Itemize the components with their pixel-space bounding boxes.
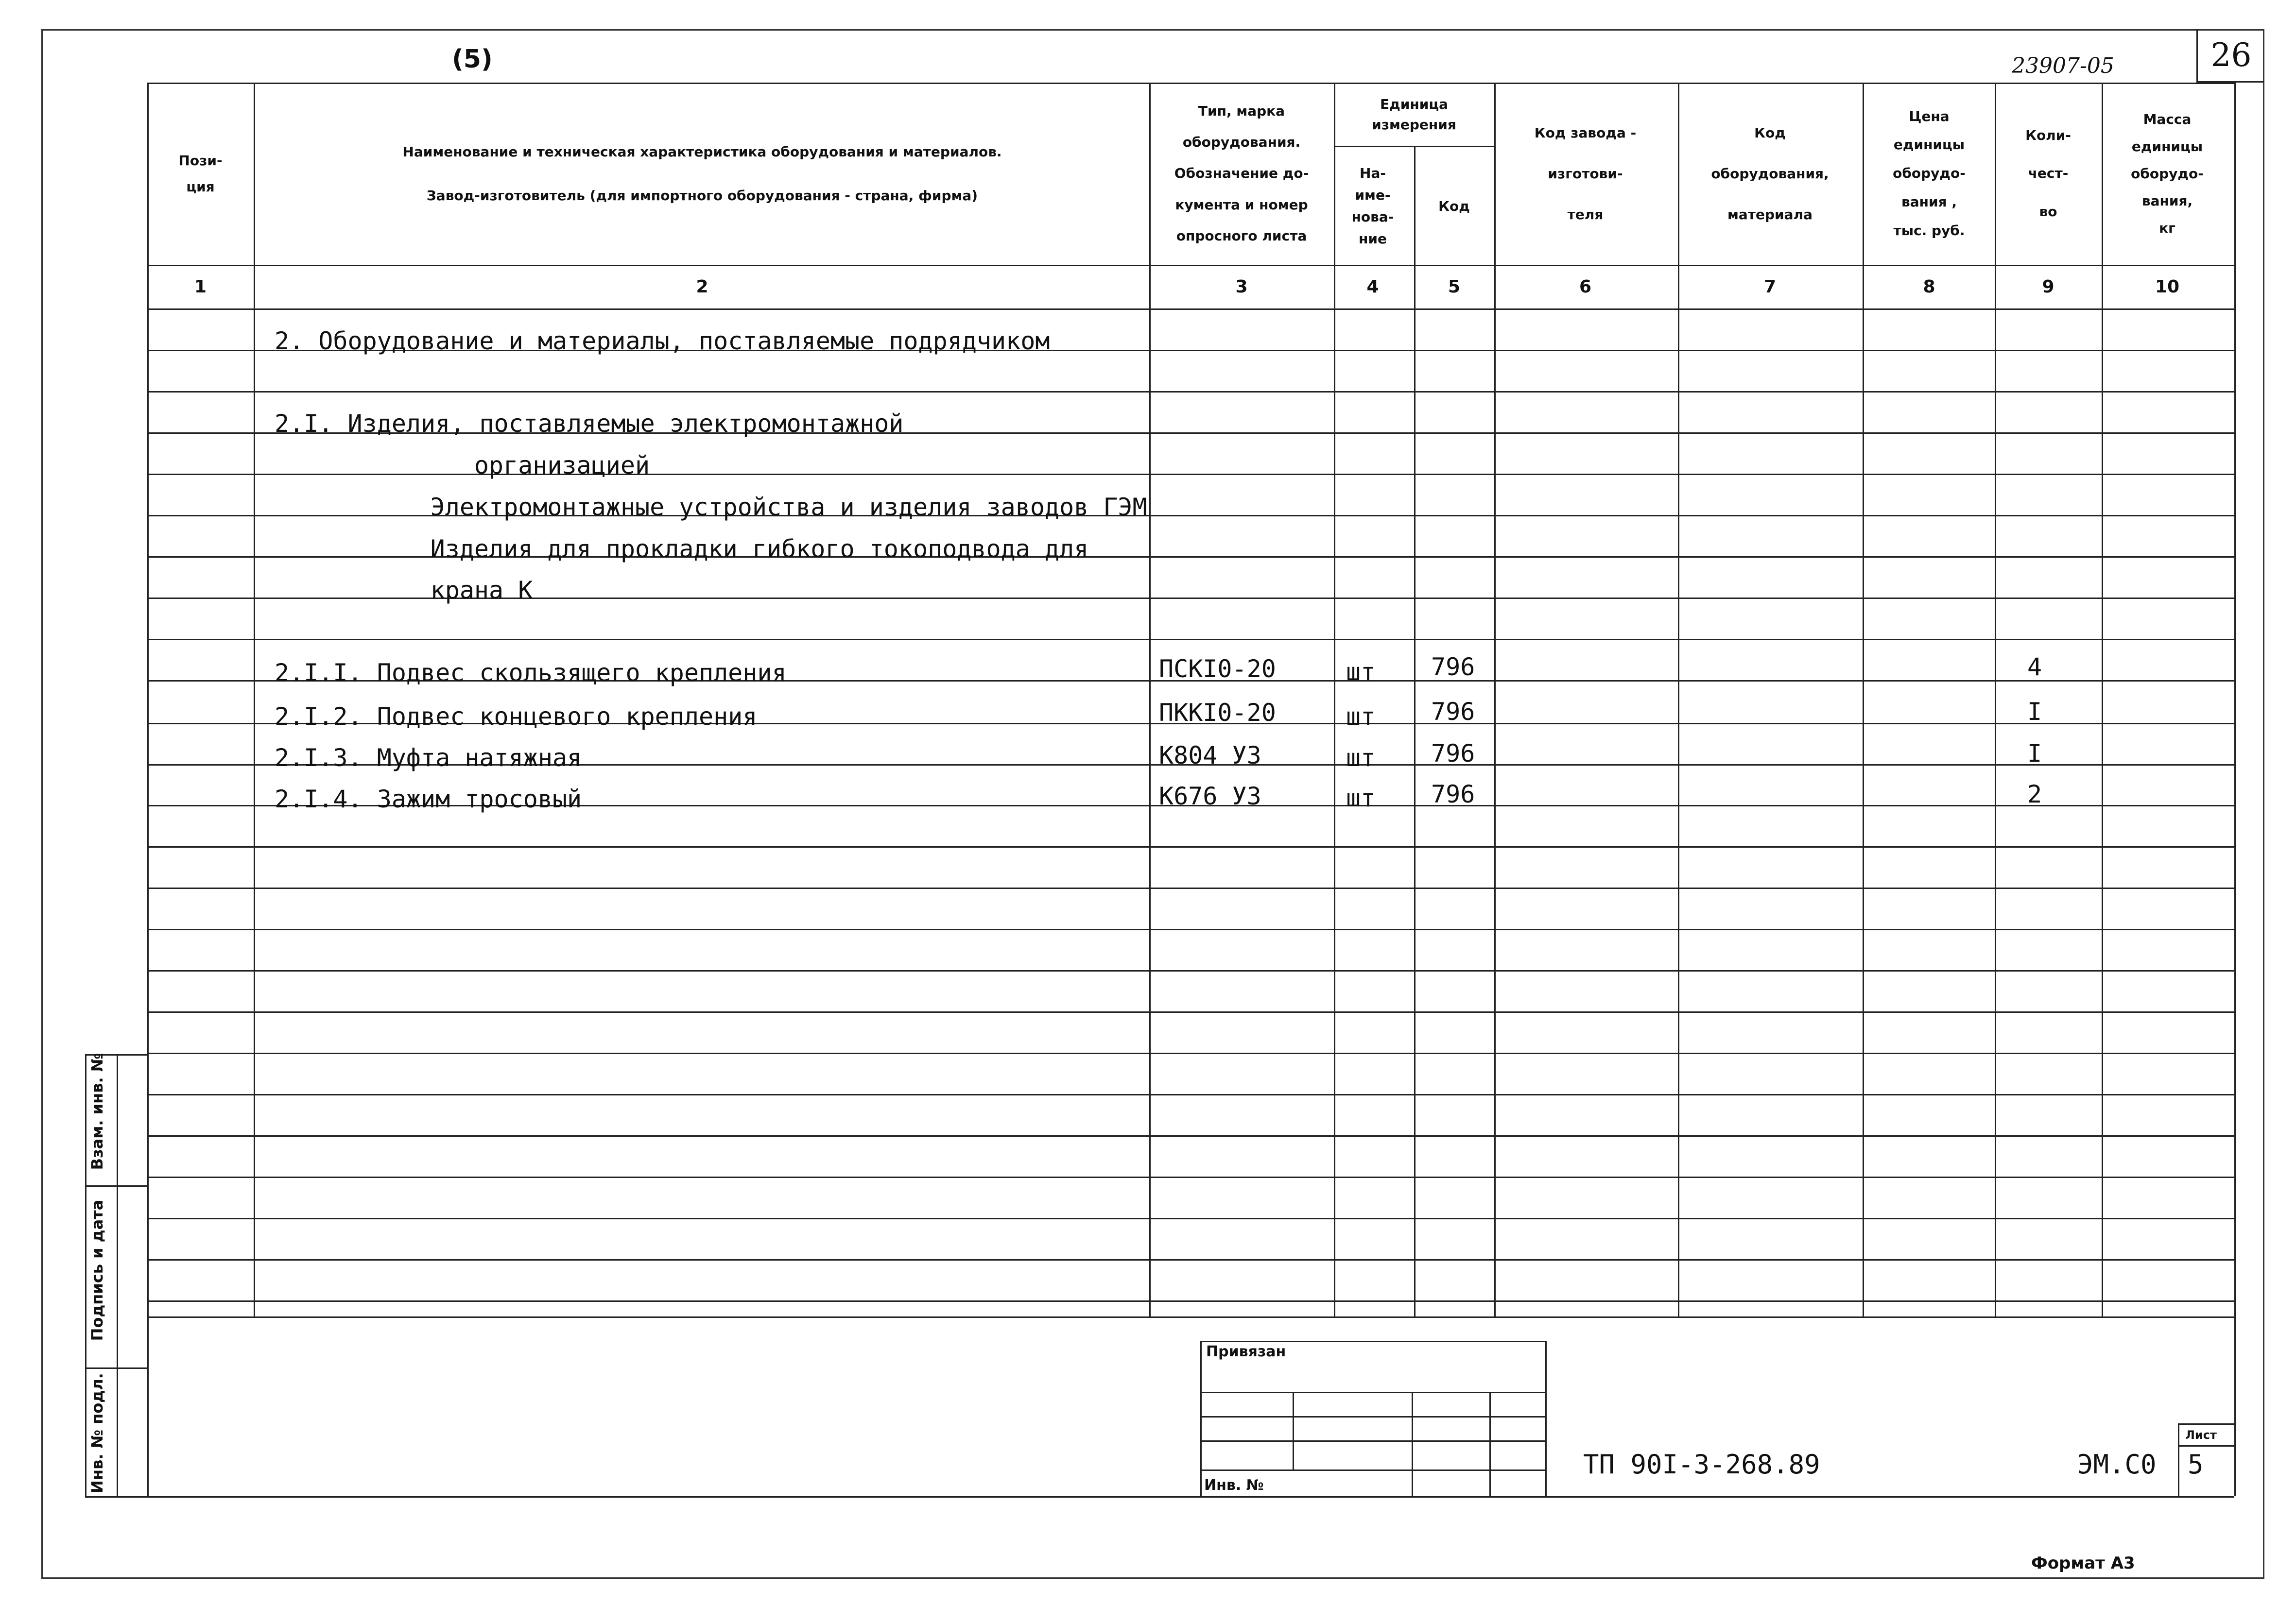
side-stamp-sign-date: Подпись и дата	[88, 1199, 106, 1341]
row-code: 796	[1431, 739, 1475, 768]
table-row-line	[147, 1094, 2234, 1095]
row-unit: шт	[1346, 784, 1376, 812]
table-row-line	[147, 1300, 2234, 1302]
row-name: 2.I.3. Муфта натяжная	[275, 744, 582, 772]
table-row-line	[147, 1218, 2234, 1219]
row-unit: шт	[1346, 658, 1376, 686]
row-code: 796	[1431, 698, 1475, 726]
title-block-line	[1545, 1341, 1547, 1496]
title-block-line	[1200, 1341, 1202, 1496]
row-code: 796	[1431, 780, 1475, 808]
row-type: К676 У3	[1159, 782, 1261, 810]
title-block-line	[1200, 1392, 1545, 1393]
table-row-line	[147, 639, 2234, 640]
row-name: 2.I. Изделия, поставляемые электромонтажной	[275, 410, 904, 438]
header-col-quantity: Коли- чест- во	[2025, 127, 2071, 220]
sheet-number: 26	[2196, 29, 2264, 83]
page-index-label: (5)	[452, 45, 493, 74]
table-bottom-line	[147, 1316, 2234, 1318]
archive-number: 23907-05	[2012, 53, 2114, 78]
document-section: ЭМ.С0	[2077, 1449, 2157, 1480]
column-number: 3	[1235, 276, 1248, 297]
row-name: организацией	[357, 451, 650, 479]
sheet-value: 5	[2188, 1449, 2204, 1480]
side-stamp-replace-inv: Взам. инв. №	[88, 1053, 106, 1170]
header-col-type: Тип, марка оборудования. Обозначение до- кумента и номер опросного листа	[1174, 103, 1309, 244]
title-block-line	[1293, 1392, 1294, 1469]
sheet-label: Лист	[2185, 1428, 2217, 1442]
table-row-line	[147, 970, 2234, 972]
header-unit-group: Единица измерения	[1372, 96, 1456, 133]
title-block-line	[2178, 1423, 2234, 1425]
row-qty: 2	[2027, 780, 2042, 808]
inv-label: Инв. №	[1204, 1477, 1264, 1494]
title-block-line	[2178, 1423, 2179, 1496]
table-row-line	[147, 308, 2234, 310]
title-block-line	[1412, 1392, 1413, 1496]
side-stamp-line	[85, 1496, 147, 1498]
title-block-line	[1200, 1440, 1545, 1442]
frame-right-line	[2234, 1316, 2236, 1496]
table-row-line	[147, 1011, 2234, 1013]
format-label: Формат А3	[2031, 1554, 2135, 1573]
header-col-price: Цена единицы оборудо- вания , тыс. руб.	[1893, 108, 1966, 239]
header-col-equipment-code: Код оборудования, материала	[1711, 124, 1829, 222]
column-number: 5	[1448, 276, 1461, 297]
column-line	[2234, 83, 2236, 1316]
title-block-line	[1489, 1392, 1491, 1496]
row-name: Изделия для прокладки гибкого токоподвода для	[343, 535, 1089, 563]
row-name: 2. Оборудование и материалы, поставляемые подрядчиком	[275, 327, 1050, 355]
title-block-line	[1200, 1416, 1545, 1418]
frame-bottom-line	[147, 1496, 2234, 1498]
table-row-line	[147, 888, 2234, 889]
row-name: крана К	[343, 576, 533, 604]
table-row-line	[147, 929, 2234, 930]
unit-group-line	[1334, 146, 1494, 147]
table-row-line	[147, 1053, 2234, 1054]
column-number: 9	[2042, 276, 2054, 297]
header-col-factory-code: Код завода - изготови- теля	[1534, 124, 1637, 222]
row-type: К804 У3	[1159, 741, 1261, 769]
table-row-line	[147, 1135, 2234, 1137]
frame-left-line	[147, 1316, 149, 1496]
header-col-mass: Масса единицы оборудо- вания, кг	[2131, 111, 2204, 236]
side-stamp-line	[85, 1367, 147, 1369]
side-stamp-line	[85, 1185, 147, 1187]
column-number: 2	[696, 276, 708, 297]
row-qty: 4	[2027, 653, 2042, 681]
column-number: 1	[194, 276, 207, 297]
table-row-line	[147, 1259, 2234, 1261]
title-block-line	[1200, 1341, 1545, 1342]
row-name: 2.I.2. Подвес концевого крепления	[275, 702, 758, 731]
column-number: 8	[1923, 276, 1935, 297]
column-number: 10	[2155, 276, 2180, 297]
column-number: 6	[1579, 276, 1592, 297]
header-col-position: Пози- ция	[178, 153, 223, 195]
row-type: ПККI0-20	[1159, 699, 1276, 727]
column-number: 4	[1366, 276, 1379, 297]
side-stamp-line	[117, 1054, 118, 1496]
title-block-line	[1200, 1469, 1545, 1471]
row-name: 2.I.4. Зажим тросовый	[275, 785, 582, 813]
header-col-name: Наименование и техническая характеристика оборудования и материалов. Завод-изготовитель (для импортного оборудования - страна, фирма)	[402, 143, 1002, 204]
header-col-unit-name: На- име- нова- ние	[1351, 165, 1394, 247]
row-qty: I	[2027, 698, 2042, 726]
header-col-unit-code: Код	[1438, 198, 1470, 215]
row-unit: шт	[1346, 702, 1376, 731]
row-name: 2.I.I. Подвес скользящего крепления	[275, 659, 787, 687]
row-qty: I	[2027, 739, 2042, 768]
table-row-line	[147, 391, 2234, 393]
row-name: Электромонтажные устройства и изделия заводов ГЭМ	[343, 493, 1147, 521]
row-unit: шт	[1346, 744, 1376, 772]
table-row-line	[147, 1177, 2234, 1178]
row-code: 796	[1431, 653, 1475, 681]
title-block-line	[2178, 1445, 2234, 1447]
row-type: ПСКI0-20	[1159, 655, 1276, 683]
document-code: ТП 90I-3-268.89	[1583, 1449, 1820, 1480]
table-row-line	[147, 846, 2234, 848]
attached-label: Привязан	[1206, 1343, 1286, 1360]
side-stamp-inv-orig: Инв. № подл.	[88, 1373, 106, 1493]
column-number: 7	[1763, 276, 1777, 297]
column-line	[1414, 146, 1416, 1316]
